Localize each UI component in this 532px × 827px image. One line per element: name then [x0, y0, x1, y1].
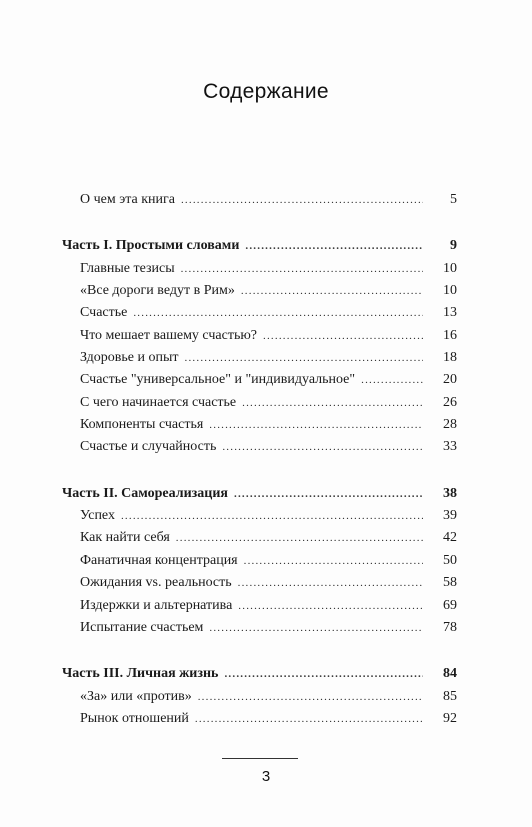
- toc-entry[interactable]: [80, 709, 457, 729]
- page-title: Содержание: [203, 80, 329, 103]
- toc-entry-label: О чем эта книга: [80, 192, 175, 207]
- toc-entry-label: Здоровье и опыт: [80, 350, 179, 365]
- toc-part-label: Часть I. Простыми словами: [62, 238, 240, 253]
- leader-dots: [241, 281, 423, 301]
- footer-divider: [222, 758, 298, 759]
- toc-entry-page: 69: [443, 598, 457, 613]
- toc-entry-label: Фанатичная концентрация: [80, 553, 238, 568]
- leader-dots: [245, 236, 423, 256]
- leader-dots: [209, 618, 423, 638]
- toc-entry[interactable]: [80, 326, 457, 346]
- leader-dots: [244, 551, 423, 571]
- toc-entry-label: Издержки и альтернатива: [80, 598, 233, 613]
- toc-entry-label: Ожидания vs. реальность: [80, 575, 232, 590]
- toc-entry-label: Успех: [80, 508, 115, 523]
- toc-entry-page: 58: [443, 575, 457, 590]
- toc-part-page: 84: [443, 666, 457, 681]
- leader-dots: [242, 393, 423, 413]
- toc-entry-page: 78: [443, 620, 457, 635]
- leader-dots: [222, 437, 423, 457]
- toc-entry-label: Счастье "универсальное" и "индивидуальное": [80, 372, 356, 387]
- leader-dots: [361, 370, 423, 390]
- leader-dots: [181, 190, 423, 210]
- toc-entry[interactable]: [80, 259, 457, 279]
- toc-entry-page: 13: [443, 305, 457, 320]
- toc-entry[interactable]: [80, 528, 457, 548]
- toc-entry[interactable]: [80, 190, 457, 210]
- toc-entry-label: Компоненты счастья: [80, 417, 204, 432]
- toc-entry-label: Рынок отношений: [80, 711, 189, 726]
- toc-entry-page: 42: [443, 530, 457, 545]
- leader-dots: [176, 528, 423, 548]
- leader-dots: [198, 687, 423, 707]
- toc-entry-page: 85: [443, 689, 457, 704]
- page-number: 3: [261, 768, 271, 785]
- leader-dots: [209, 415, 423, 435]
- toc-entry[interactable]: [80, 573, 457, 593]
- toc-entry-label: Счастье и случайность: [80, 439, 217, 454]
- toc-entry[interactable]: [80, 437, 457, 457]
- leader-dots: [234, 484, 423, 504]
- toc-entry[interactable]: [80, 618, 457, 638]
- toc-part-heading[interactable]: [62, 484, 457, 504]
- toc-entry[interactable]: [80, 370, 457, 390]
- toc-entry[interactable]: [80, 596, 457, 616]
- toc-entry-label: С чего начинается счастье: [80, 395, 237, 410]
- toc-entry[interactable]: [80, 393, 457, 413]
- toc-entry-label: Испытание счастьем: [80, 620, 204, 635]
- toc-part-label: Часть II. Самореализация: [62, 486, 229, 501]
- toc-entry-page: 50: [443, 553, 457, 568]
- toc-entry-page: 5: [450, 192, 457, 207]
- toc-entry[interactable]: [80, 551, 457, 571]
- toc-entry-label: Главные тезисы: [80, 261, 175, 276]
- toc-entry[interactable]: [80, 687, 457, 707]
- leader-dots: [181, 259, 423, 279]
- toc-entry-label: Что мешает вашему счастью?: [80, 328, 258, 343]
- leader-dots: [238, 573, 423, 593]
- leader-dots: [185, 348, 423, 368]
- toc-entry-page: 39: [443, 508, 457, 523]
- toc-part-page: 9: [450, 238, 457, 253]
- toc-entry-page: 10: [443, 261, 457, 276]
- toc-entry-page: 28: [443, 417, 457, 432]
- toc-entry-page: 33: [443, 439, 457, 454]
- toc-entry-page: 26: [443, 395, 457, 410]
- toc-entry[interactable]: [80, 506, 457, 526]
- toc-part-heading[interactable]: [62, 664, 457, 684]
- toc-entry-page: 18: [443, 350, 457, 365]
- toc-entry[interactable]: [80, 415, 457, 435]
- leader-dots: [133, 303, 423, 323]
- toc-entry-page: 92: [443, 711, 457, 726]
- toc-entry-label: «За» или «против»: [80, 689, 192, 704]
- toc-entry-label: Счастье: [80, 305, 128, 320]
- leader-dots: [195, 709, 423, 729]
- toc-part-page: 38: [443, 486, 457, 501]
- toc-part-label: Часть III. Личная жизнь: [62, 666, 219, 681]
- leader-dots: [224, 664, 423, 684]
- toc-entry-page: 20: [443, 372, 457, 387]
- toc-entry[interactable]: [80, 348, 457, 368]
- toc-entry-label: «Все дороги ведут в Рим»: [80, 283, 235, 298]
- toc-entry[interactable]: [80, 281, 457, 301]
- toc-part-heading[interactable]: [62, 236, 457, 256]
- leader-dots: [121, 506, 423, 526]
- toc-entry[interactable]: [80, 303, 457, 323]
- leader-dots: [263, 326, 423, 346]
- toc-entry-page: 16: [443, 328, 457, 343]
- leader-dots: [238, 596, 423, 616]
- toc-entry-page: 10: [443, 283, 457, 298]
- toc-entry-label: Как найти себя: [80, 530, 170, 545]
